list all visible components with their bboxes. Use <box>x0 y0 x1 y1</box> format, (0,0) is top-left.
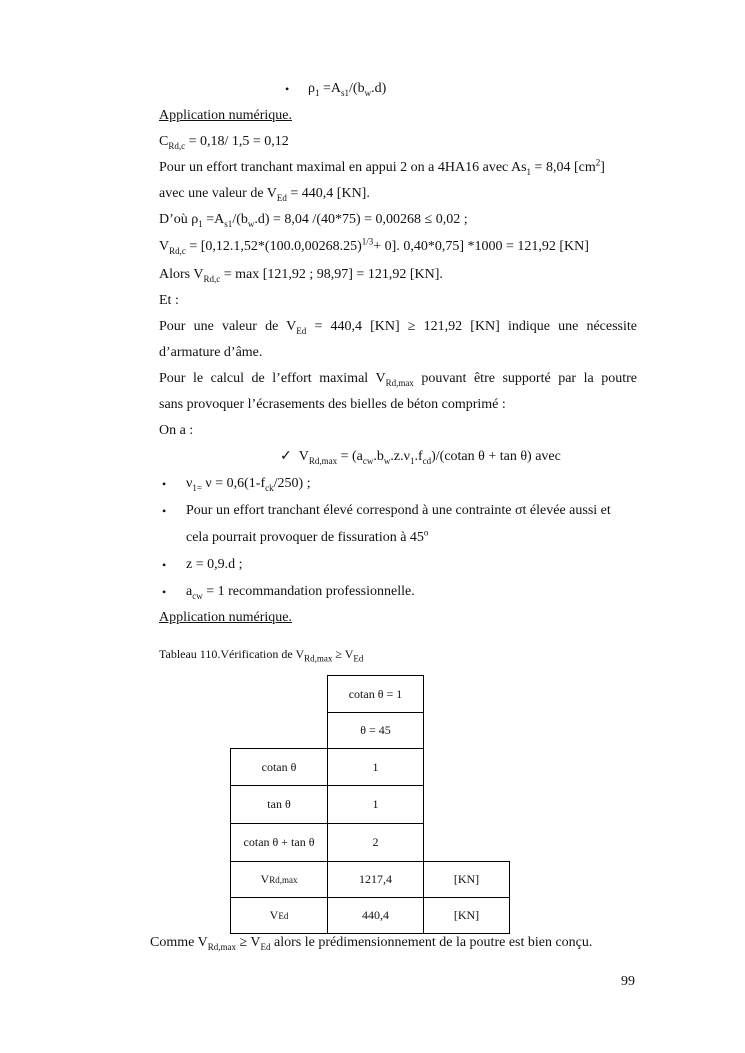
armature-line: d’armature d’âme. <box>159 345 263 360</box>
vrdc-max-line: Alors $V_{Rd,c} = \max [121,92$ ; 98,97] = 121,92 [KN]. <box>159 267 443 284</box>
et-line: Et : <box>159 293 179 308</box>
row-value-vrdmax: 1217,4 <box>327 861 424 898</box>
row-value-ved: 440,4 <box>327 897 424 934</box>
row-value-tan: 1 <box>327 785 424 824</box>
effort-line: Pour un effort tranchant maximal en appui 2 on a 4HA16 avec $As_1 = 8,04$ $[cm^2]$ <box>159 157 605 177</box>
section-heading-2: Application numérique. <box>159 610 292 625</box>
row-label-vrdmax: V Rd,max <box>230 861 328 898</box>
acw-bullet: $a_{cw} = 1$ recommandation professionnelle. <box>186 584 415 601</box>
bullet-dot: • <box>162 477 167 491</box>
ved-line: avec une valeur de $V_{Ed} = 440,4$ [KN]. <box>159 186 370 203</box>
vrdmax-formula: ✓ $V_{Rd,max} = (a_{cw}.b_w.z.\nu_1.f_{cd})/(cotan$ θ + tan θ) avec <box>280 449 561 466</box>
necessite-line: Pour une valeur de $V_{Ed} = 440,4$ [KN] ≥ 121,92 [KN] indique une nécessite <box>159 319 637 336</box>
nu-bullet: $\nu_{1=}$ $\nu = 0,6(1-f_{ck}/250)$ ; <box>186 476 311 493</box>
check-icon: ✓ <box>280 449 292 464</box>
sans-line: sans provoquer l’écrasements des bielles de béton comprimé : <box>159 397 506 412</box>
row-value-sum: 2 <box>327 823 424 862</box>
row-label-sum: cotan θ + tan θ <box>230 823 328 862</box>
conclusion-line: Comme $V_{Rd,max} \ge V_{Ed}$ alors le prédimensionnement de la poutre est bien conçu. <box>150 935 593 952</box>
row-unit-vrdmax: [KN] <box>423 861 510 898</box>
row-label-cotan: cotan θ <box>230 748 328 786</box>
vrdc-formula-line: $V_{Rd,c} = [0,12.1,52*(100.0,00268.25)^{1/3}+ 0]$. 0,40*0,75] *1000 = 121,92 [KN] <box>159 236 589 256</box>
row-unit-ved: [KN] <box>423 897 510 934</box>
page-number: 99 <box>621 974 635 989</box>
crdc-line: $C_{Rd,c} = 0,18/$ 1,5 = 0,12 <box>159 134 289 151</box>
effort-bullet-line2: cela pourrait provoquer de fissuration à 45$^o$ <box>186 527 429 545</box>
header-theta: θ = 45 <box>327 712 424 749</box>
effort-bullet-line1: Pour un effort tranchant élevé correspond à une contrainte σt élevée aussi et <box>186 503 611 518</box>
header-cotan: cotan θ = 1 <box>327 675 424 713</box>
bullet-dot: • <box>162 585 167 599</box>
row-label-ved: V Ed <box>230 897 328 934</box>
rho-definition: $\rho_1 =A_{s1}/(b_w.d)$ <box>308 81 387 98</box>
rho-calc-line: D’où $\rho_1 =A_{s1}/(b_w.d) = 8,04$ /(40*75) = 0,00268 ≤ 0,02 ; <box>159 212 468 229</box>
table-caption: Tableau 110.Vérification de $V_{Rd,max} \ge V_{Ed}$ <box>159 647 364 664</box>
z-bullet: z = 0,9.d ; <box>186 557 243 572</box>
bullet-dot: • <box>285 82 290 96</box>
section-heading: Application numérique. <box>159 108 292 123</box>
row-value-cotan: 1 <box>327 748 424 786</box>
bullet-dot: • <box>162 558 167 572</box>
calcul-line: Pour le calcul de l’effort maximal $V_{Rd,max}$ pouvant être supporté par la poutre <box>159 371 637 388</box>
bullet-dot: • <box>162 504 167 518</box>
row-label-tan: tan θ <box>230 785 328 824</box>
on-a-line: On a : <box>159 423 194 438</box>
